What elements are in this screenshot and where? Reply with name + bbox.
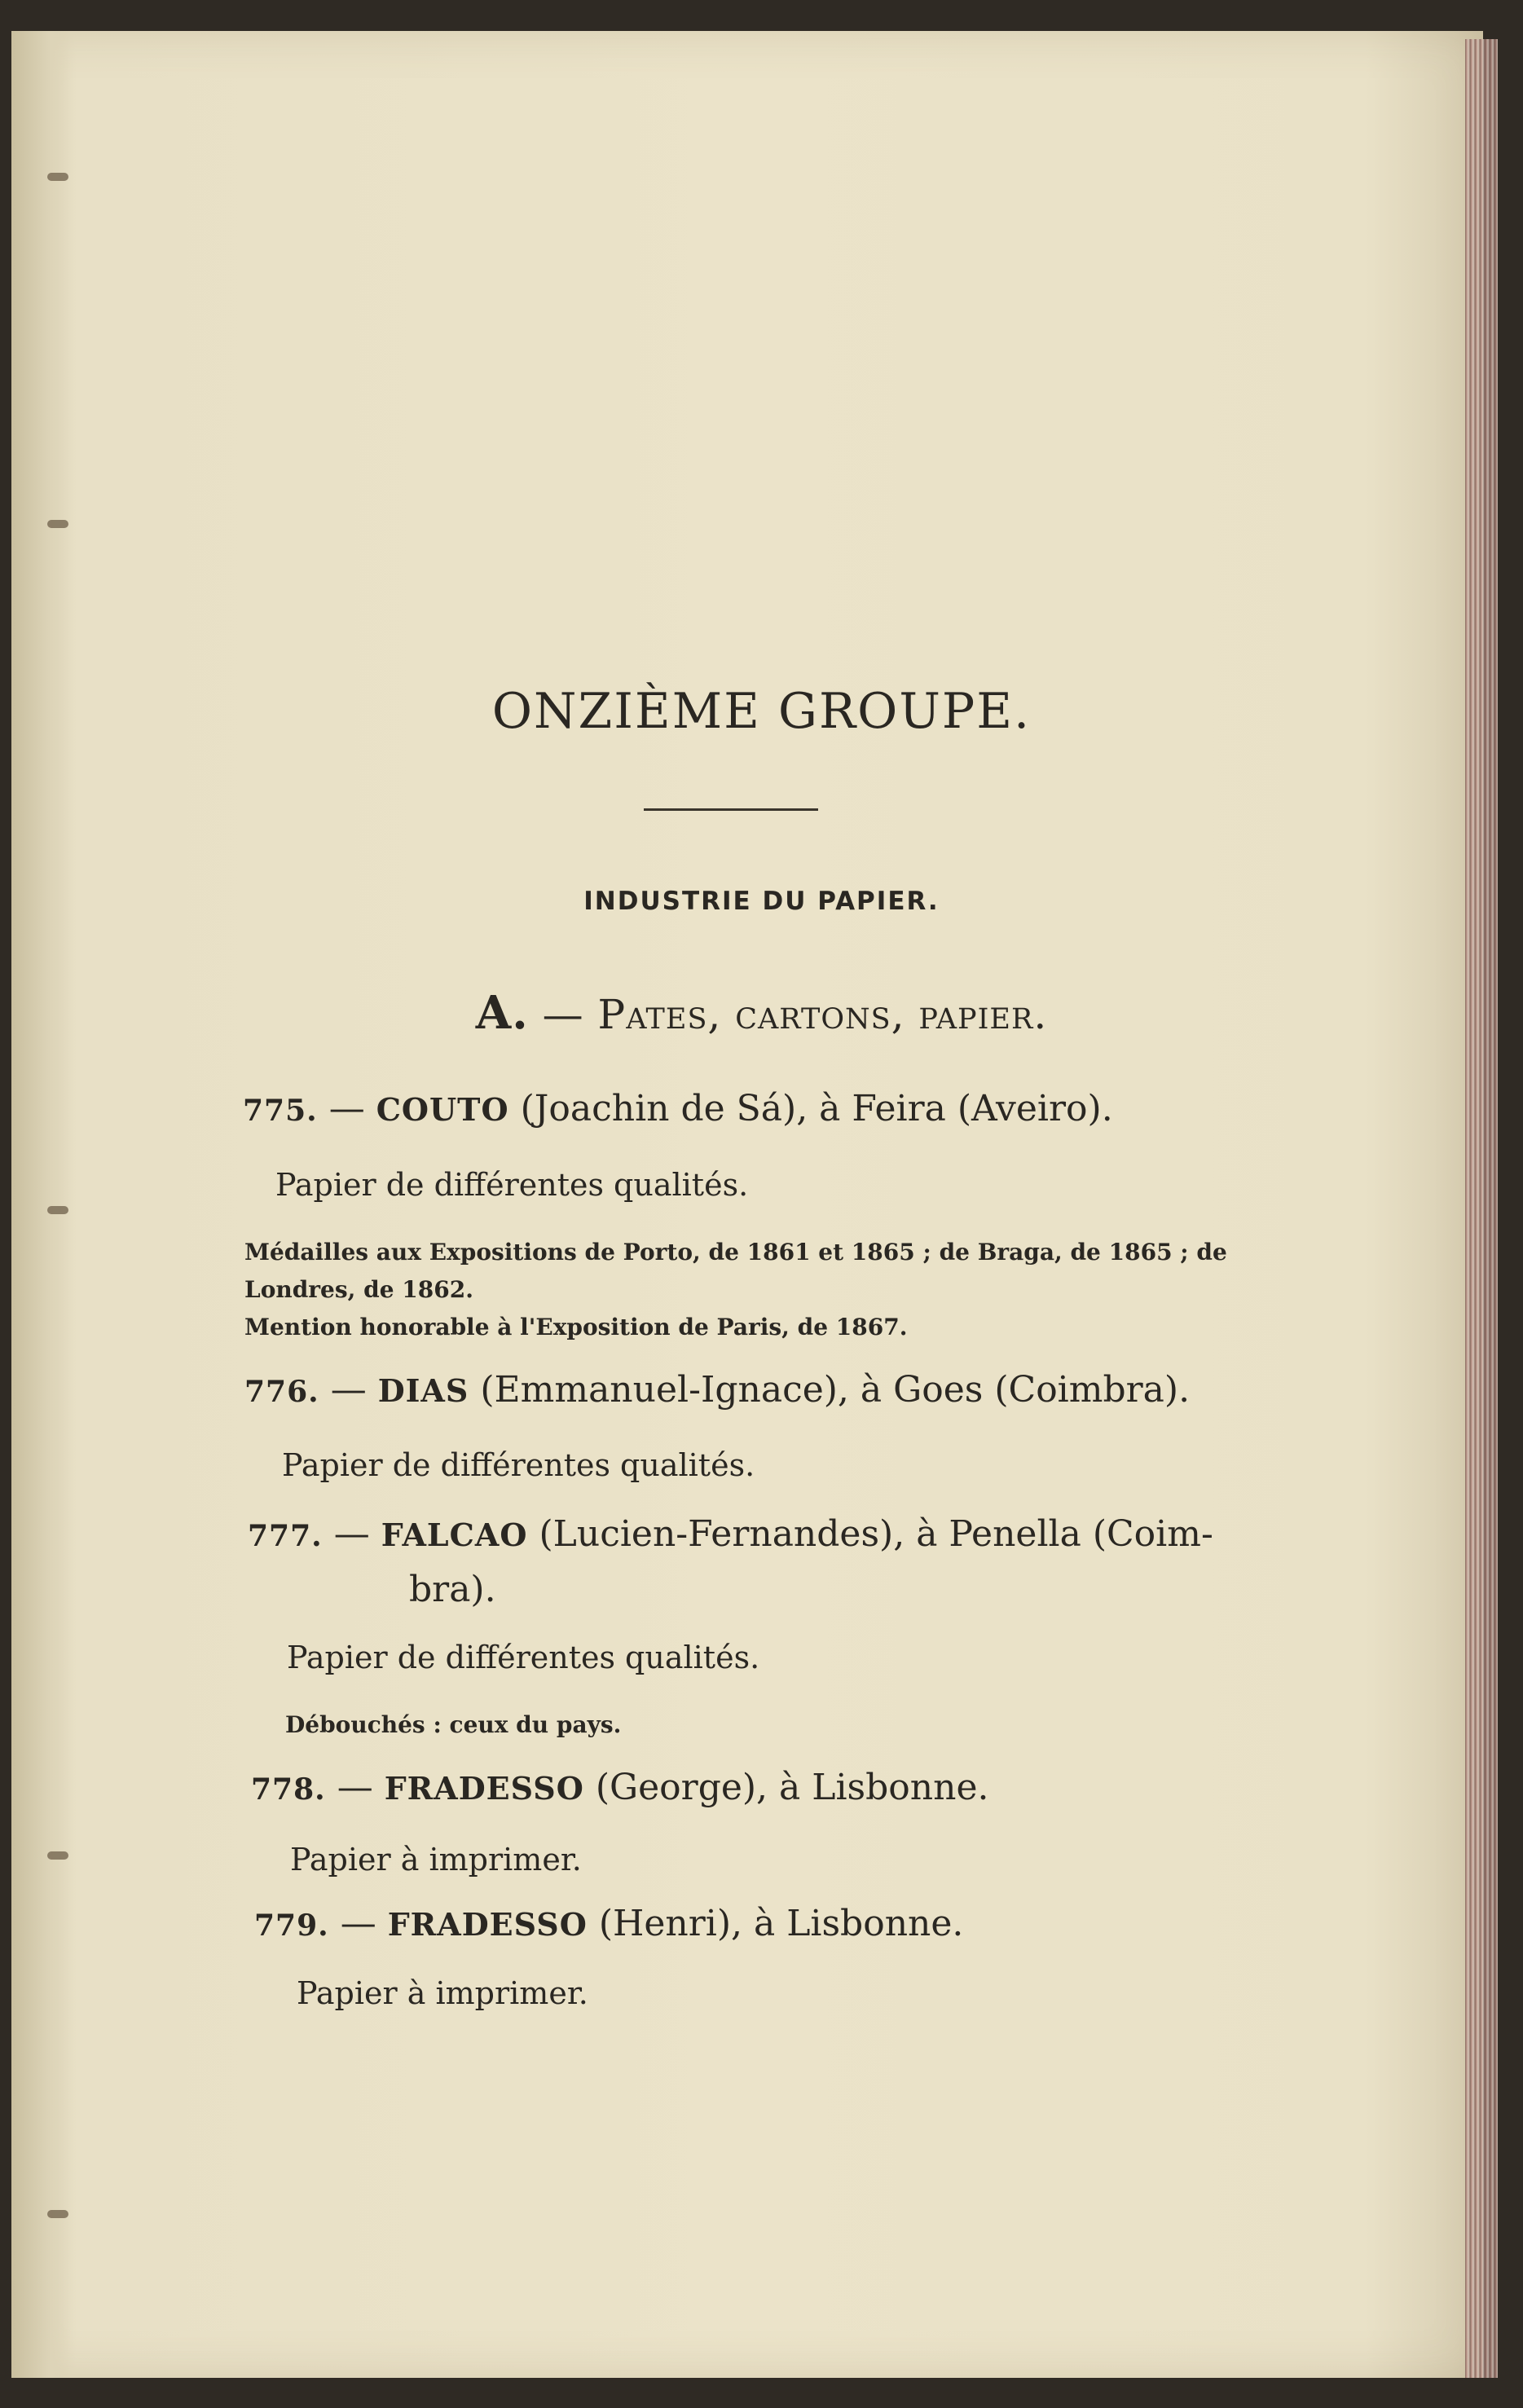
section-heading [0, 986, 1523, 1040]
binding-stitch [47, 520, 68, 528]
entry-name: FRADESSO [384, 1770, 584, 1807]
industry-heading: INDUSTRIE DU PAPIER. [583, 887, 940, 916]
entry-779 [254, 1903, 963, 1944]
entry-note: Londres, de 1862. [244, 1276, 473, 1303]
entry-777 [248, 1513, 1213, 1555]
section-letter: A. [475, 986, 529, 1040]
binding-stitch [47, 1206, 68, 1214]
entry-location: (George), à Lisbonne. [595, 1767, 989, 1808]
entry-776 [244, 1369, 1190, 1411]
entry-name: DIAS [377, 1372, 469, 1409]
entry-note: Mention honorable à l'Exposition de Paris, de 1867. [244, 1314, 908, 1340]
entry-description: Papier de différentes qualités. [287, 1640, 760, 1675]
entry-number: 777. [248, 1519, 323, 1553]
entry-dash: — [340, 1903, 376, 1944]
entry-778 [251, 1767, 988, 1808]
entry-description: Papier à imprimer. [297, 1975, 588, 2011]
entry-number: 776. [244, 1375, 319, 1409]
entry-location: (Lucien-Fernandes), à Penella (Coim- [539, 1513, 1213, 1555]
binding-stitch [47, 2210, 68, 2218]
page-edges [1465, 39, 1498, 2378]
section-title: Pates, cartons, papier. [597, 991, 1048, 1038]
entry-description: Papier à imprimer. [290, 1842, 582, 1878]
entry-note: Débouchés : ceux du pays. [285, 1711, 622, 1738]
paper-page [11, 31, 1483, 2378]
entry-dash: — [337, 1767, 373, 1808]
entry-dash: — [330, 1369, 367, 1411]
entry-dash: — [328, 1088, 365, 1129]
binding-gutter [11, 31, 77, 2378]
entry-dash: — [333, 1513, 370, 1555]
entry-name: FALCAO [381, 1517, 528, 1553]
entry-description: Papier de différentes qualités. [275, 1167, 749, 1203]
entry-continuation: bra). [409, 1569, 496, 1610]
entry-775 [243, 1088, 1113, 1129]
binding-stitch [47, 1851, 68, 1860]
entry-name: FRADESSO [387, 1906, 588, 1943]
section-dash: — [542, 991, 584, 1038]
entry-name: COUTO [376, 1091, 509, 1128]
entry-location: (Henri), à Lisbonne. [598, 1903, 964, 1944]
title-rule [644, 808, 818, 811]
entry-number: 778. [251, 1772, 326, 1807]
entry-number: 775. [243, 1094, 318, 1128]
binding-stitch [47, 173, 68, 181]
entry-location: (Joachin de Sá), à Feira (Aveiro). [520, 1088, 1113, 1129]
entry-note: Médailles aux Expositions de Porto, de 1861 et 1865 ; de Braga, de 1865 ; de [244, 1239, 1227, 1266]
entry-location: (Emmanuel-Ignace), à Goes (Coimbra). [480, 1369, 1191, 1411]
group-title: ONZIÈME GROUPE. [491, 683, 1032, 740]
entry-number: 779. [254, 1908, 329, 1943]
entry-description: Papier de différentes qualités. [282, 1447, 755, 1483]
